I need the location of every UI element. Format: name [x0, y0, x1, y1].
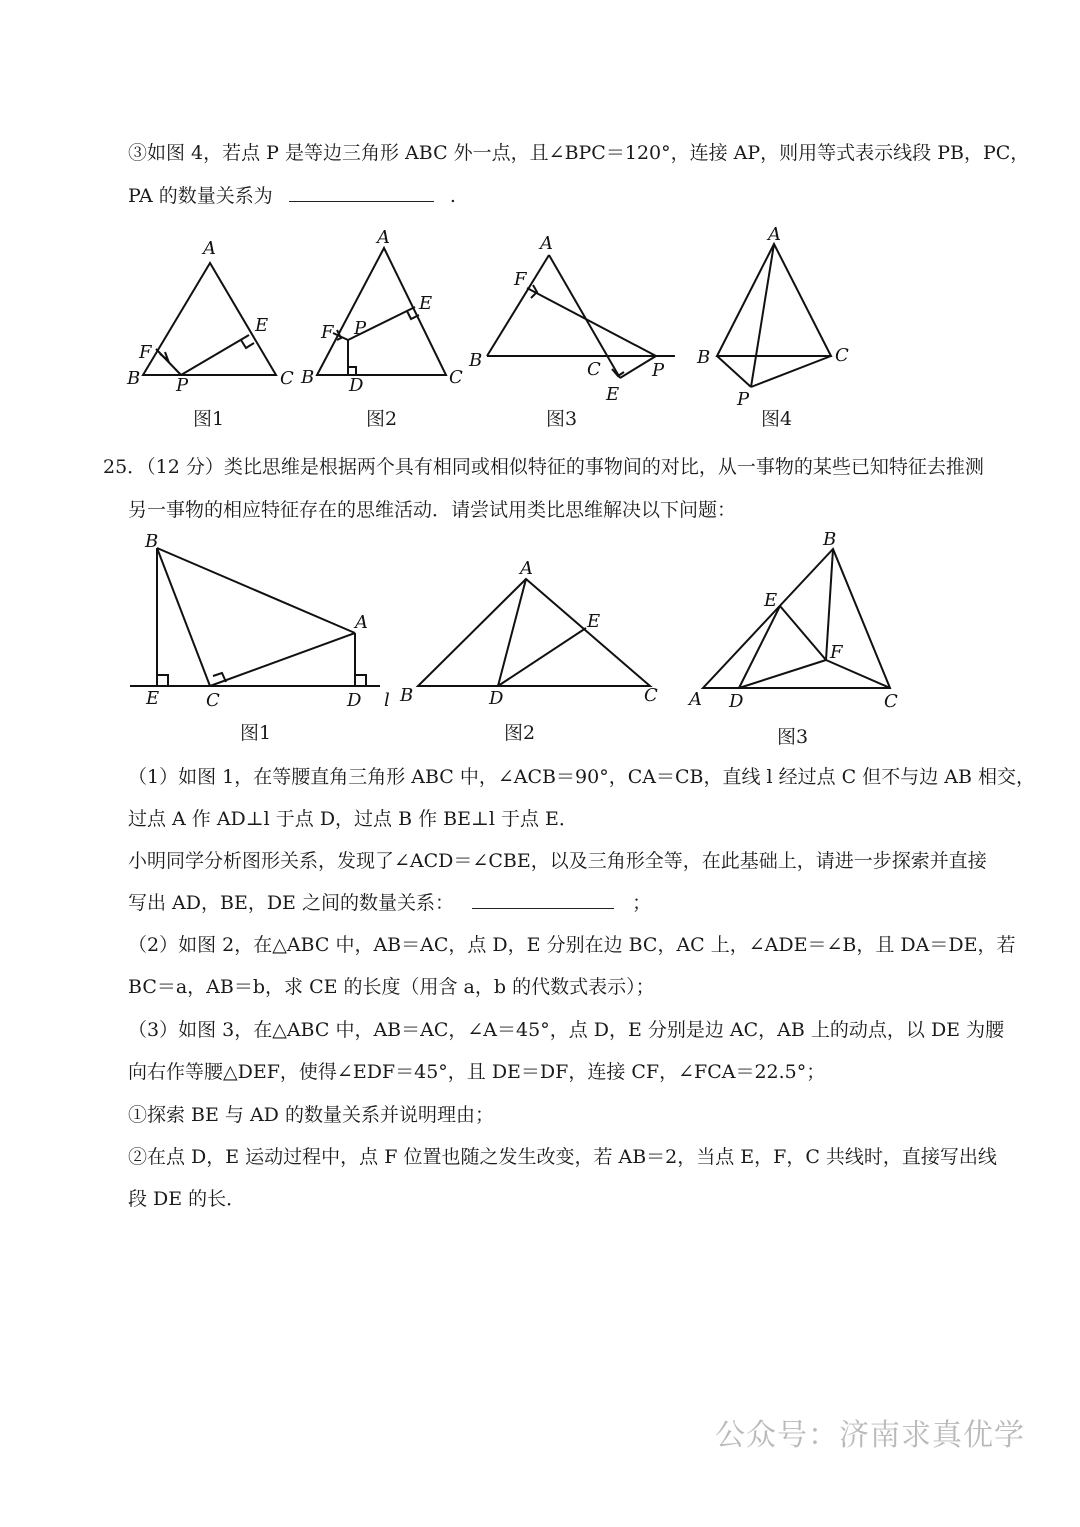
q25-figure-2	[399, 558, 658, 709]
q25-caption-fig3: 图3	[777, 726, 809, 748]
q25-fig2-label-a: A	[520, 558, 533, 579]
q25-fig1-label-d: D	[347, 690, 362, 711]
q25-caption-fig2: 图2	[504, 722, 536, 744]
fig2-label-b: B	[301, 367, 315, 388]
q25-fig2-label-b: B	[400, 685, 414, 706]
q24-caption-fig1: 图1	[193, 408, 225, 430]
q25-fig2-label-d: D	[489, 688, 504, 709]
fig3-label-e: E	[606, 384, 620, 405]
q25-fig3-label-c: C	[884, 691, 898, 712]
q25-intro-line1: 25．（12 分）类比思维是根据两个具有相同或相似特征的事物间的对比，从一事物的某些已知特征去推测	[103, 456, 984, 478]
fig1-label-e: E	[255, 315, 269, 336]
fig4-label-c: C	[835, 345, 849, 366]
fig2-label-p: P	[354, 318, 367, 339]
q25-figure-3	[687, 529, 898, 712]
q24-part3-line2-text: PA 的数量关系为	[128, 185, 273, 207]
q25-fig3-label-d: D	[729, 691, 744, 712]
q25-part3-q1: ①探索 BE 与 AD 的数量关系并说明理由；	[128, 1104, 494, 1126]
q25-fig3-label-a: A	[689, 689, 702, 710]
q25-fig1-label-l: l	[384, 690, 390, 711]
q25-part2-line2: BC＝a，AB＝b，求 CE 的长度（用含 a，b 的代数式表示）；	[128, 976, 655, 998]
fig1-label-a: A	[203, 238, 216, 259]
q24-caption-fig3: 图3	[546, 408, 578, 430]
q25-part3-line1: （3）如图 3，在△ABC 中，AB＝AC，∠A＝45°，点 D，E 分别是边 AC，AB 上的动点，以 DE 为腰	[128, 1019, 1005, 1041]
q25-part1-line4-text: 写出 AD，BE，DE 之间的数量关系：	[128, 892, 454, 914]
fig1-label-b: B	[127, 368, 141, 389]
fig2-label-a: A	[377, 227, 390, 248]
fig3-label-c: C	[587, 359, 601, 380]
q25-part3-line2: 向右作等腰△DEF，使得∠EDF＝45°，且 DE＝DF，连接 CF，∠FCA＝22.5°；	[128, 1061, 826, 1083]
fig2-label-c: C	[449, 367, 463, 388]
q24-part3-line1: ③如图 4，若点 P 是等边三角形 ABC 外一点，且∠BPC＝120°，连接 AP，则用等式表示线段 PB，PC，	[128, 142, 1030, 164]
q25-fig1-label-b: B	[145, 531, 159, 552]
q25-fig1-label-a: A	[355, 612, 368, 633]
q25-caption-fig1: 图1	[240, 722, 272, 744]
fig4-label-p: P	[737, 389, 750, 410]
q25-fig3-label-f: F	[830, 642, 843, 663]
fig3-label-a: A	[540, 233, 553, 254]
q24-part3-line2-end: .	[449, 185, 456, 207]
q24-caption-fig2: 图2	[366, 408, 398, 430]
q25-figure-1	[130, 531, 390, 711]
q24-caption-fig4: 图4	[761, 408, 793, 430]
q25-part1-line2: 过点 A 作 AD⊥l 于点 D，过点 B 作 BE⊥l 于点 E．	[128, 808, 578, 830]
watermark-text: 公众号：济南求真优学	[715, 1418, 1025, 1453]
q25-fig1-label-e: E	[146, 688, 160, 709]
q25-part3-q2-line1: ②在点 D，E 运动过程中，点 F 位置也随之发生改变，若 AB＝2，当点 E，F，C 共线时，直接写出线	[128, 1146, 997, 1168]
fig4-label-a: A	[768, 224, 781, 245]
q25-part1-line4	[128, 888, 651, 915]
fig3-label-f: F	[514, 269, 527, 290]
fig3-label-b: B	[469, 350, 483, 371]
q25-fig2-label-e: E	[587, 611, 601, 632]
fig2-label-e: E	[419, 293, 433, 314]
q25-part2-line1: （2）如图 2，在△ABC 中，AB＝AC，点 D，E 分别在边 BC，AC 上，∠ADE＝∠B，且 DA＝DE，若	[128, 934, 1016, 956]
fig2-label-f: F	[321, 322, 334, 343]
fig1-label-p: P	[176, 375, 189, 396]
fig1-label-c: C	[280, 368, 294, 389]
answer-blank-q25-part1[interactable]	[472, 907, 614, 909]
fig3-label-p: P	[652, 360, 665, 381]
q25-fig3-label-e: E	[764, 590, 778, 611]
q25-fig2-label-c: C	[644, 685, 658, 706]
q25-part3-q2-line2: 段 DE 的长．	[128, 1188, 246, 1210]
q25-part1-line3: 小明同学分析图形关系，发现了∠ACD＝∠CBE，以及三角形全等，在此基础上，请进一步探索并直接	[128, 850, 987, 872]
q25-fig1-label-c: C	[206, 690, 220, 711]
fig1-label-f: F	[139, 342, 152, 363]
q25-part1-line1: （1）如图 1，在等腰直角三角形 ABC 中，∠ACB＝90°，CA＝CB，直线 l 经过点 C 但不与边 AB 相交，	[128, 766, 1035, 788]
fig4-label-b: B	[697, 347, 711, 368]
q25-part1-line4-end: ；	[632, 892, 652, 914]
q25-intro-line2: 另一事物的相应特征存在的思维活动．请尝试用类比思维解决以下问题：	[128, 499, 737, 521]
q25-fig3-label-b: B	[823, 529, 837, 550]
fig2-label-d: D	[349, 375, 364, 396]
